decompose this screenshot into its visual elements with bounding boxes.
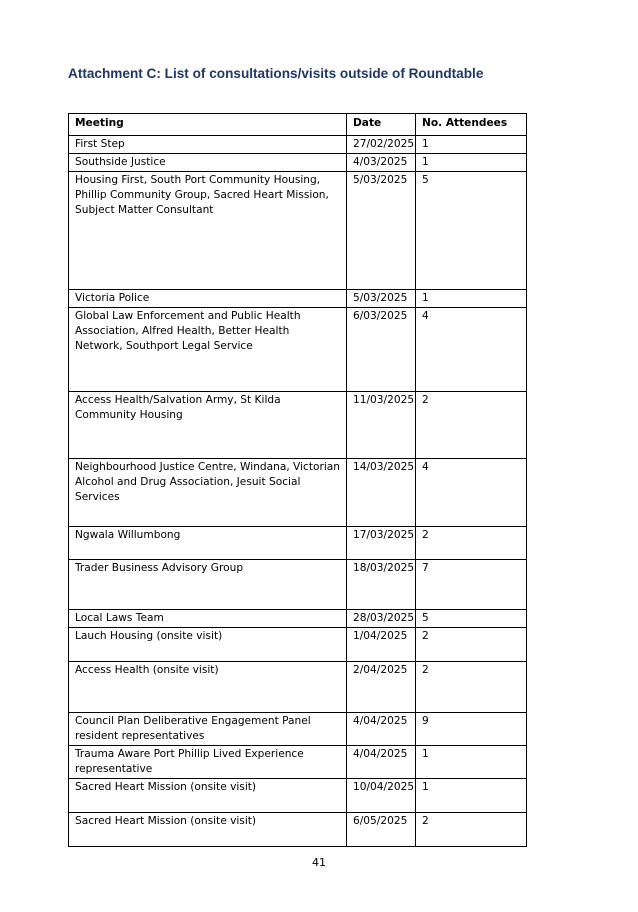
table-row xyxy=(69,172,527,290)
cell-attendees: 9 xyxy=(416,713,527,746)
cell-meeting: Lauch Housing (onsite visit) xyxy=(69,628,347,662)
table-row xyxy=(69,813,527,847)
table-row xyxy=(69,779,527,813)
cell-meeting: Southside Justice xyxy=(69,154,347,172)
table-row xyxy=(69,527,527,560)
cell-attendees: 2 xyxy=(416,392,527,459)
cell-meeting: Access Health/Salvation Army, St Kilda Community Housing xyxy=(69,392,347,459)
cell-date: 1/04/2025 xyxy=(347,628,416,662)
cell-meeting: Neighbourhood Justice Centre, Windana, Victorian Alcohol and Drug Association, Jesuit Social Services xyxy=(69,459,347,527)
table-row xyxy=(69,560,527,610)
cell-attendees: 1 xyxy=(416,154,527,172)
cell-attendees: 4 xyxy=(416,459,527,527)
cell-attendees: 1 xyxy=(416,746,527,779)
cell-date: 5/03/2025 xyxy=(347,290,416,308)
column-header-meeting: Meeting xyxy=(69,114,347,136)
cell-attendees: 5 xyxy=(416,610,527,628)
table-row xyxy=(69,290,527,308)
table-row xyxy=(69,662,527,713)
cell-date: 5/03/2025 xyxy=(347,172,416,290)
cell-date: 4/04/2025 xyxy=(347,713,416,746)
cell-date: 27/02/2025 xyxy=(347,136,416,154)
cell-meeting: Global Law Enforcement and Public Health Association, Alfred Health, Better Health Network, Southport Legal Service xyxy=(69,308,347,392)
cell-date: 4/04/2025 xyxy=(347,746,416,779)
cell-date: 10/04/2025 xyxy=(347,779,416,813)
cell-attendees: 1 xyxy=(416,136,527,154)
cell-date: 17/03/2025 xyxy=(347,527,416,560)
cell-date: 28/03/2025 xyxy=(347,610,416,628)
table-row xyxy=(69,713,527,746)
cell-meeting: Council Plan Deliberative Engagement Panel resident representatives xyxy=(69,713,347,746)
cell-meeting: Sacred Heart Mission (onsite visit) xyxy=(69,779,347,813)
consultations-table xyxy=(68,113,527,847)
cell-meeting: First Step xyxy=(69,136,347,154)
cell-attendees: 1 xyxy=(416,290,527,308)
table-row xyxy=(69,136,527,154)
column-header-attendees: No. Attendees xyxy=(416,114,527,136)
cell-meeting: Local Laws Team xyxy=(69,610,347,628)
cell-meeting: Trauma Aware Port Phillip Lived Experience representative xyxy=(69,746,347,779)
cell-attendees: 2 xyxy=(416,628,527,662)
cell-meeting: Housing First, South Port Community Housing, Phillip Community Group, Sacred Heart Mission, Subject Matter Consultant xyxy=(69,172,347,290)
page-number: 41 xyxy=(312,856,326,869)
cell-date: 11/03/2025 xyxy=(347,392,416,459)
table-row xyxy=(69,746,527,779)
cell-date: 18/03/2025 xyxy=(347,560,416,610)
cell-attendees: 1 xyxy=(416,779,527,813)
cell-attendees: 2 xyxy=(416,813,527,847)
cell-attendees: 5 xyxy=(416,172,527,290)
cell-meeting: Access Health (onsite visit) xyxy=(69,662,347,713)
cell-attendees: 2 xyxy=(416,527,527,560)
cell-attendees: 4 xyxy=(416,308,527,392)
table-row xyxy=(69,308,527,392)
cell-meeting: Victoria Police xyxy=(69,290,347,308)
cell-date: 14/03/2025 xyxy=(347,459,416,527)
table-row xyxy=(69,459,527,527)
table-row xyxy=(69,392,527,459)
cell-date: 4/03/2025 xyxy=(347,154,416,172)
cell-attendees: 2 xyxy=(416,662,527,713)
cell-meeting: Sacred Heart Mission (onsite visit) xyxy=(69,813,347,847)
cell-date: 6/03/2025 xyxy=(347,308,416,392)
cell-date: 2/04/2025 xyxy=(347,662,416,713)
table-header-row xyxy=(69,114,527,136)
cell-date: 6/05/2025 xyxy=(347,813,416,847)
table-row xyxy=(69,628,527,662)
column-header-date: Date xyxy=(347,114,416,136)
table-row xyxy=(69,154,527,172)
cell-attendees: 7 xyxy=(416,560,527,610)
cell-meeting: Trader Business Advisory Group xyxy=(69,560,347,610)
cell-meeting: Ngwala Willumbong xyxy=(69,527,347,560)
table-row xyxy=(69,610,527,628)
page-heading: Attachment C: List of consultations/visits outside of Roundtable xyxy=(68,66,484,81)
